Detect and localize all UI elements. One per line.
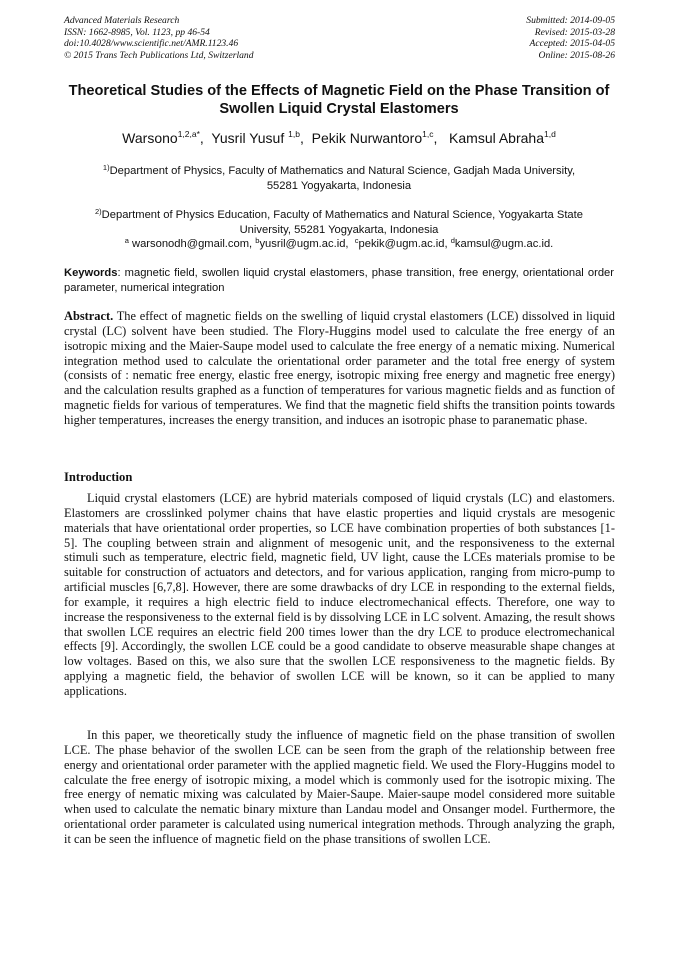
email-list [44,237,634,251]
affiliation-1 [60,164,618,193]
introduction-paragraph-2: In this paper, we theoretically study the influence of magnetic field on the phase transition of swollen LCE. The phase behavior of the swollen LCE can be seen from the graph of the relationship between free energy and orientational order parameter with the applied magnetic field. We used the Flory-Huggins model to calculate the free energy of isotropic mixing, a model which is commonly used for the isotropic mixing. The free energy of nematic mixing was calculated by Maier-Saupe. Maier-saupe model considered more suitable when used to calculate the nematic binary mixture than Landau model and Onsanger model. Furthermore, the orientational order parameter is calculated using numerical integration methods. Through analyzing the graph, it can be seen the influence of magnetic field on the phase transitions of swollen LCE. [64,728,615,846]
author-name: Warsono [122,130,178,146]
affiliation-mark: 2) [95,207,102,216]
abstract [64,309,615,428]
email-address[interactable]: yusril@ugm.ac.id, [259,238,349,250]
introduction-heading: Introduction [64,470,133,484]
affiliation-line: 55281 Yogyakarta, Indonesia [266,179,412,192]
journal-name: Advanced Materials Research [64,15,180,26]
submitted-date: Submitted: 2014-09-05 [526,15,615,26]
accepted-date: Accepted: 2015-04-05 [529,38,615,49]
keywords [64,266,614,295]
author-name: Pekik Nurwantoro [311,130,423,146]
journal-info [64,15,254,61]
email-mark: c [354,236,359,245]
keywords-label: Keywords [64,267,118,279]
email-address[interactable]: warsonodh@gmail.com, [131,238,253,250]
affiliation-line: University, 55281 Yogyakarta, Indonesia [239,223,439,236]
doi-line: doi:10.4028/www.scientific.net/AMR.1123.46 [64,38,239,49]
paper-title: Theoretical Studies of the Effects of Magnetic Field on the Phase Transition of Swollen Liquid Crystal Elastomers [68,83,610,117]
email-mark: a [124,236,129,245]
abstract-label: Abstract. [64,309,114,323]
publication-dates [526,15,615,61]
introduction-paragraph-1: Liquid crystal elastomers (LCE) are hybrid materials composed of liquid crystals (LC) and elastomers. Elastomers are crosslinked polymer chains that have elastic properties and liquid crystals are mesogenic materials that have orientational order properties, so LCE have combination properties of both substances [1-5]. The coupling between strain and alignment of mesogenic unit, and the responsiveness to the external stimuli such as temperature, electric field, magnetic field, UV light, cause the LCEs materials promise to be suitable for construction of actuators and detectors, and for various application, ranging from micro-pump to artificial muscles [6,7,8]. However, there are some drawbacks of dry LCE in responding to the external fields, for example, it requires a high electric field to induce electromechanical effects. Therefore, one way to increase the responsiveness to the external field is by dissolving LCE in LC solvent. Amazing, the result shows that swollen LCE requires an electric field 200 times lower than the dry LCE to produce electromechanical effects [9]. Accordingly, the swollen LCE could be a good candidate to observe measurable shape changes at low voltages. Based on this, we also sure that the swollen LCE responsiveness to the magnetic fields. By applying a magnetic field, the behavior of swollen LCE will be known, so it can be applied to many applications. [64,491,615,698]
email-mark: d [450,236,455,245]
keywords-text: : magnetic field, swollen liquid crystal elastomers, phase transition, free energy, orientational order parameter, numerical integration [64,267,614,294]
author-affiliation-mark: 1,c [422,129,434,139]
author-list: Warsono$^{1,2,a*}$, Yusril Yusuf $^{1,b}$, Pekik Nurwantoro$^{1,c}$, Kamsul Abraha$^{1,d}$ [122,129,556,146]
copyright-line: © 2015 Trans Tech Publications Ltd, Switzerland [64,49,254,61]
affiliation-mark: 1) [102,163,110,172]
email-address[interactable]: kamsul@ugm.ac.id. [454,238,554,250]
email-address[interactable]: pekik@ugm.ac.id, [358,238,448,250]
revised-date: Revised: 2015-03-28 [534,26,615,38]
email-mark: b [255,236,260,245]
affiliation-2 [60,208,618,237]
online-date: Online: 2015-08-26 [538,49,615,61]
author-affiliation-mark: 1,b [288,129,300,139]
author-affiliation-mark: 1,2,a* [177,129,200,139]
author-name: Yusril Yusuf [211,130,285,146]
affiliation-line: Department of Physics Education, Faculty of Mathematics and Natural Science, Yogyakarta State [101,209,583,221]
affiliation-line: Department of Physics, Faculty of Mathematics and Natural Science, Gadjah Mada University, [109,165,576,177]
issn-line: ISSN: 1662-8985, Vol. 1123, pp 46-54 [64,26,210,38]
author-name: Kamsul Abraha [449,130,544,146]
author-affiliation-mark: 1,d [543,129,556,139]
abstract-text: The effect of magnetic fields on the swelling of liquid crystal elastomers (LCE) dissolved in liquid crystal (LC) solvent have been studied. The Flory-Huggins model used to calculate the free energy of an isotropic mixing and the Maier-Saupe model used to calculate the free energy of a nematic mixing. Numerical integration method used to calculate the orientational order parameter and the total free energy of system (consists of : nematic free energy, elastic free energy, isotropic mixing free energy and magnetic free energy) and the calculation results graphed as a function of temperatures for various magnetic fields and as function of magnetic fields for various of temperatures. We find that the magnetic field shifts the transition points towards higher temperatures, increases the energy transition, and induces an isotropic phase to paranematic phase. [64,309,615,427]
